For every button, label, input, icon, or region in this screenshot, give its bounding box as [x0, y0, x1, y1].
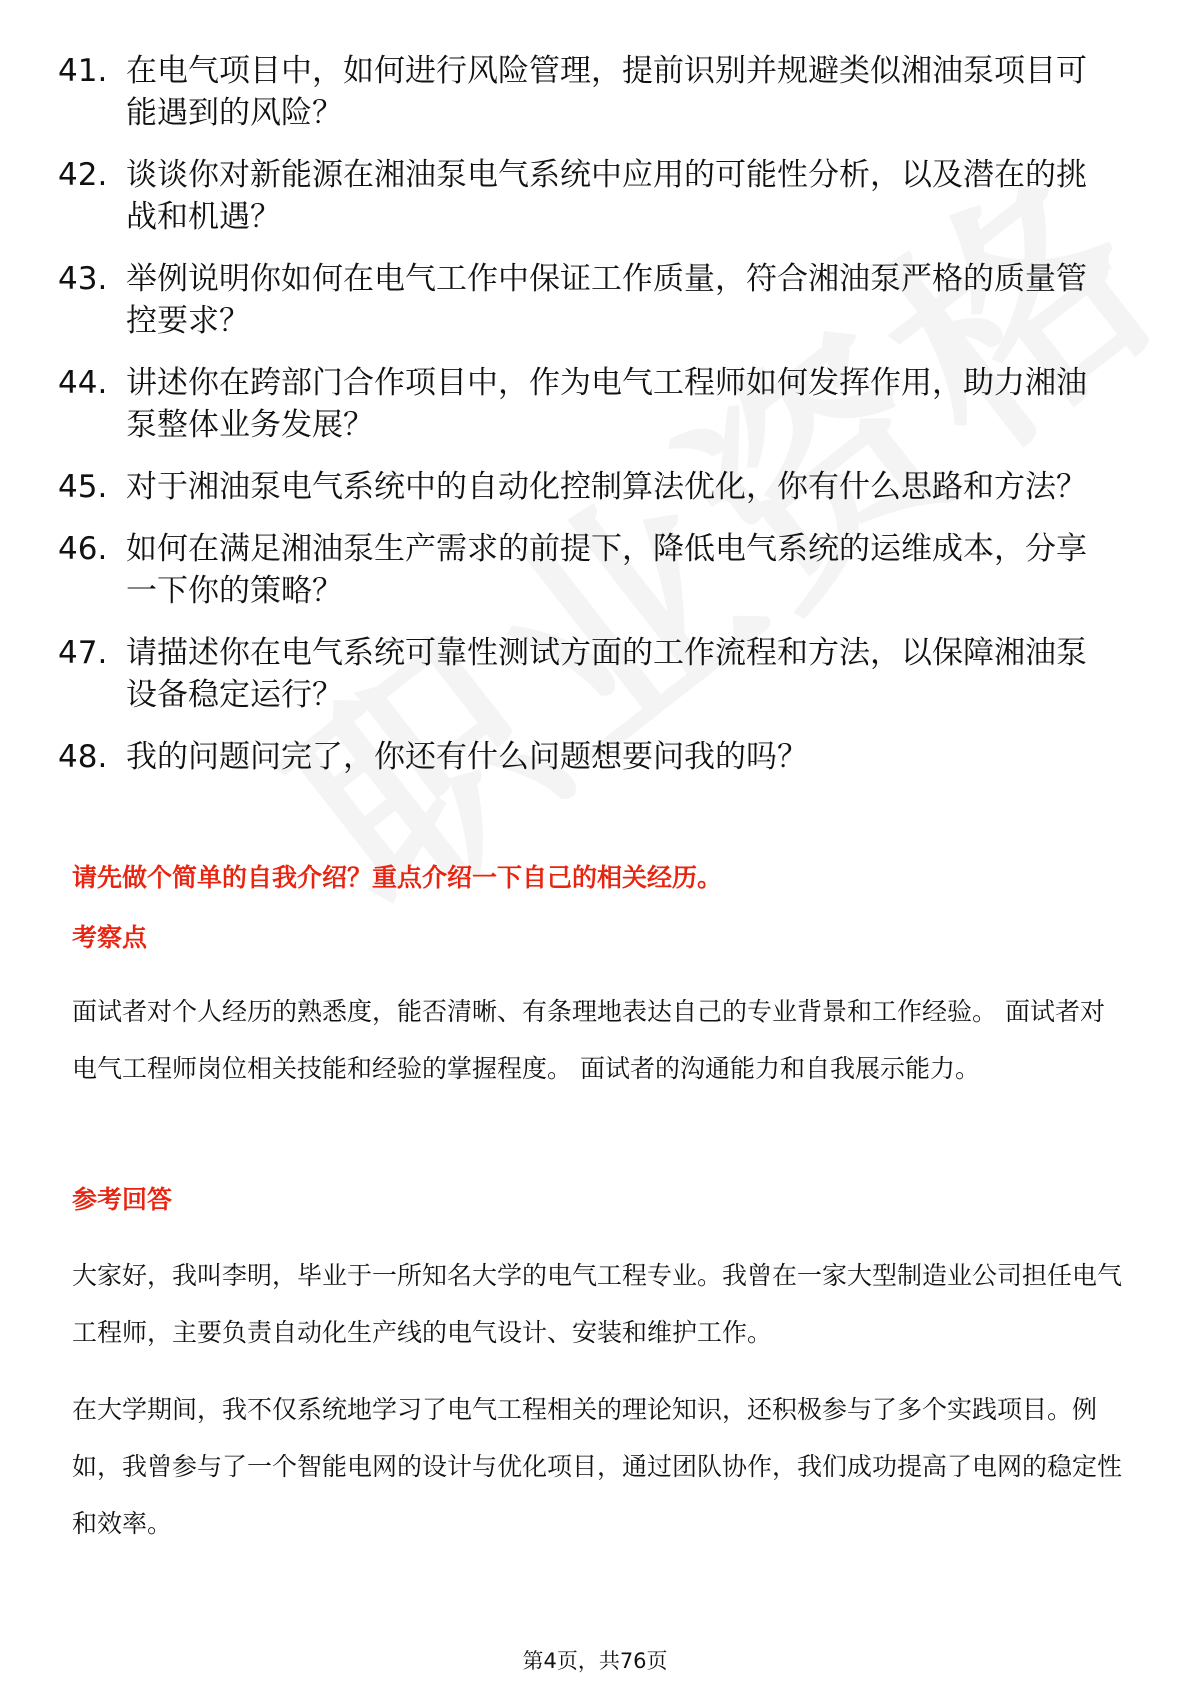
focus-label: 考察点: [72, 923, 148, 952]
question-text: 我的问题问完了，你还有什么问题想要问我的吗？: [126, 739, 808, 775]
focus-text: 面试者对个人经历的熟悉度，能否清晰、有条理地表达自己的专业背景和工作经验。 面试者对电气工程师岗位相关技能和经验的掌握程度。 面试者的沟通能力和自我展示能力。: [72, 997, 1105, 1083]
question-item: [0, 466, 1190, 508]
question-text: 对于湘油泵电气系统中的自动化控制算法优化，你有什么思路和方法？: [126, 469, 1087, 505]
question-number: 43.: [58, 261, 108, 297]
question-item: [0, 528, 1190, 612]
question-item: [0, 154, 1190, 238]
question-number: 44.: [58, 365, 108, 401]
question-item: [0, 50, 1190, 134]
question-number: 47.: [58, 635, 108, 671]
question-number: 45.: [58, 469, 108, 505]
question-number: 41.: [58, 53, 108, 89]
question-number: 48.: [58, 739, 108, 775]
question-text: 举例说明你如何在电气工作中保证工作质量，符合湘油泵严格的质量管控要求？: [126, 261, 1087, 339]
question-item: [0, 362, 1190, 446]
question-item: [0, 258, 1190, 342]
answer-label: 参考回答: [72, 1185, 173, 1214]
answer-paragraph-1: 大家好，我叫李明，毕业于一所知名大学的电气工程专业。我曾在一家大型制造业公司担任电气工程师，主要负责自动化生产线的电气设计、安装和维护工作。: [72, 1261, 1123, 1347]
question-number: 42.: [58, 157, 108, 193]
question-list: [0, 50, 1190, 798]
question-number: 46.: [58, 531, 108, 567]
question-text: 讲述你在跨部门合作项目中，作为电气工程师如何发挥作用，助力湘油泵整体业务发展？: [126, 365, 1087, 443]
answer-paragraph-2: 在大学期间，我不仅系统地学习了电气工程相关的理论知识，还积极参与了多个实践项目。例如，我曾参与了一个智能电网的设计与优化项目，通过团队协作，我们成功提高了电网的稳定性和效率。: [72, 1395, 1123, 1538]
question-item: [0, 632, 1190, 716]
question-text: 如何在满足湘油泵生产需求的前提下，降低电气系统的运维成本，分享一下你的策略？: [126, 531, 1087, 609]
question-text: 在电气项目中，如何进行风险管理，提前识别并规避类似湘油泵项目可能遇到的风险？: [126, 53, 1087, 131]
question-text: 请描述你在电气系统可靠性测试方面的工作流程和方法，以保障湘油泵设备稳定运行？: [126, 635, 1087, 713]
question-item: [0, 736, 1190, 778]
section-question-heading: 请先做个简单的自我介绍？重点介绍一下自己的相关经历。: [72, 863, 723, 892]
page-number: 第4页，共76页: [522, 1649, 668, 1673]
question-text: 谈谈你对新能源在湘油泵电气系统中应用的可能性分析，以及潜在的挑战和机遇？: [126, 157, 1087, 235]
